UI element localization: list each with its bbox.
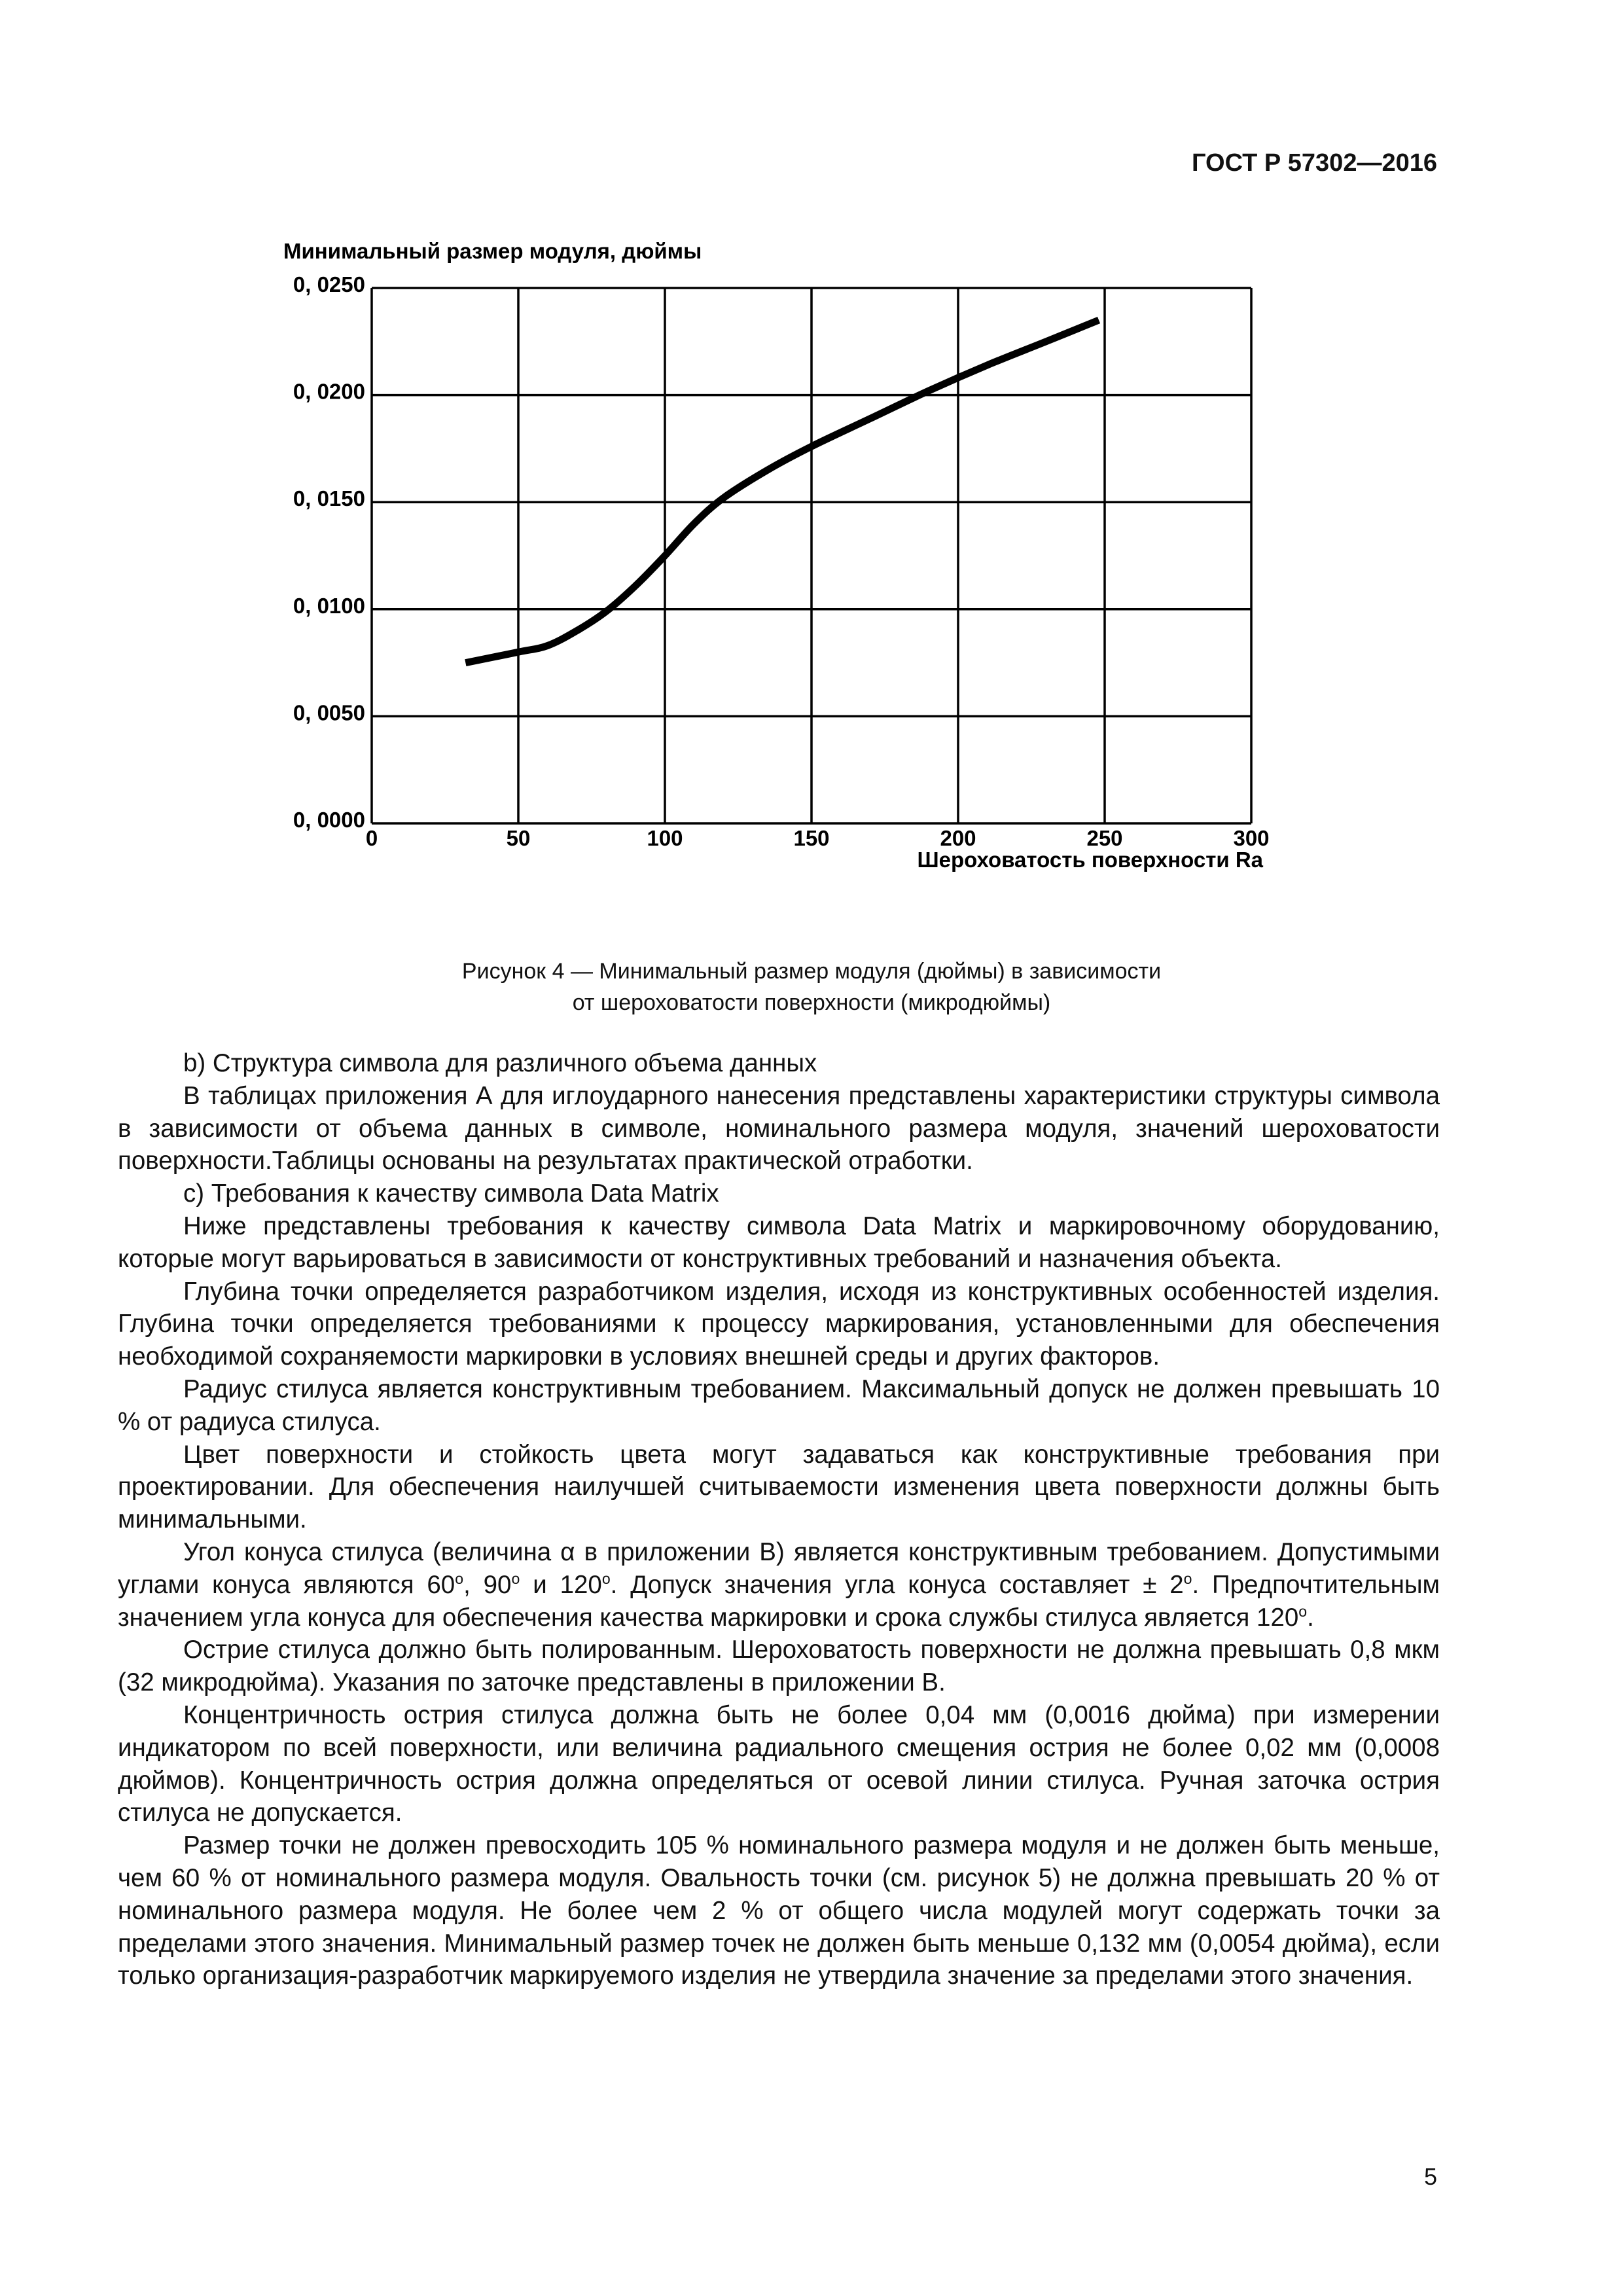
degree-sign: о — [1298, 1602, 1308, 1620]
paragraph: Радиус стилуса является конструктивным требованием. Максимальный допуск не должен превышать 10 % от радиуса стилуса. — [118, 1374, 1440, 1436]
paragraph: Глубина точки определяется разработчиком изделия, исходя из конструктивных особенностей изделия. Глубина точки определяется требованиями к процессу маркирования, установленными для обеспечения необходимой сохраняемости маркировки в условиях внешней среды и других факторов. — [118, 1277, 1440, 1371]
y-axis-label: Минимальный размер модуля, дюймы — [283, 239, 702, 263]
degree-sign: о — [455, 1570, 464, 1587]
paragraph: Размер точки не должен превосходить 105 % номинального размера модуля и не должен быть меньше, чем 60 % от номинального размера модуля. Овальность точки (см. рисунок 5) не должна превышать 20 % от номинального размера модуля. Не более чем 2 % от общего числа модулей могут содержать точки за пределами этого значения. Минимальный размер точек не должен быть меньше 0,132 мм (0,0054 дюйма), если только организация-разработчик маркируемого изделия не утвердила значение за пределами этого значения. — [118, 1831, 1440, 1990]
text-run: . — [1307, 1603, 1314, 1632]
paragraph: В таблицах приложения А для иглоударного нанесения представлены характеристики структуры символа в зависимости от объема данных в символе, номинального размера модуля, значений шероховатости поверхности.Таблицы основаны на результатах практической отработки. — [118, 1081, 1440, 1175]
chart-grid — [372, 288, 1251, 823]
x-tick-label: 150 — [793, 826, 830, 850]
figure-chart — [262, 236, 1283, 890]
chart-svg — [262, 236, 1283, 890]
y-tick-label: 0, 0100 — [293, 593, 365, 618]
caption-line-2: от шероховатости поверхности (микродюймы) — [572, 990, 1051, 1015]
x-tick-label: 50 — [506, 826, 531, 850]
caption-line-1: Рисунок 4 — Минимальный размер модуля (дюймы) в зависимости — [461, 959, 1162, 984]
degree-sign: о — [511, 1570, 520, 1587]
series-line — [465, 320, 1099, 663]
x-tick-label: 0 — [365, 826, 378, 850]
y-tick-label: 0, 0050 — [293, 700, 365, 725]
paragraph: Концентричность острия стилуса должна быть не более 0,04 мм (0,0016 дюйма) при измерении индикатором по всей поверхности, или величина радиального смещения острия не более 0,02 мм (0,0008 дюймов). Концентричность острия должна определяться от осевой линии стилуса. Ручная заточка острия стилуса не допускается. — [118, 1700, 1440, 1827]
text-run: Угол конуса стилуса (величина α в приложении В) является конструктивным требованием. Допустимыми углами конуса являются 60 — [118, 1537, 1440, 1599]
x-tick-label: 100 — [647, 826, 683, 850]
degree-sign: о — [1183, 1570, 1192, 1587]
paragraph: с) Требования к качеству символа Data Matrix — [183, 1179, 719, 1208]
figure-caption — [0, 956, 1623, 1018]
paragraph: Острие стилуса должно быть полированным. Шероховатость поверхности не должна превышать 0,8 мкм (32 микродюйма). Указания по заточке представлены в приложении В. — [118, 1636, 1440, 1697]
y-tick-label: 0, 0200 — [293, 379, 365, 404]
x-tick-label: 300 — [1233, 826, 1270, 850]
text-run: и 120 — [520, 1570, 602, 1599]
paragraph: b) Структура символа для различного объема данных — [183, 1049, 817, 1077]
x-tick-label: 250 — [1086, 826, 1123, 850]
text-run: . Предпочтительным значением угла конуса для обеспечения качества маркировки и срока службы стилуса является 120 — [118, 1570, 1440, 1632]
text-run: , 90 — [463, 1570, 512, 1599]
y-tick-labels — [293, 272, 365, 832]
paragraph: Цвет поверхности и стойкость цвета могут задаваться как конструктивные требования при проектировании. Для обеспечения наилучшей считываемости изменения цвета поверхности должны быть минимальными. — [118, 1440, 1440, 1534]
document-header: ГОСТ Р 57302—2016 — [1192, 149, 1437, 177]
paragraph-cone-angle — [118, 1536, 1440, 1634]
y-tick-label: 0, 0150 — [293, 486, 365, 511]
body-text — [118, 1047, 1440, 1992]
paragraph: Ниже представлены требования к качеству символа Data Matrix и маркировочному оборудованию, которые могут варьироваться в зависимости от конструктивных требований и назначения объекта. — [118, 1211, 1440, 1273]
y-tick-label: 0, 0000 — [293, 808, 365, 832]
text-run: . Допуск значения угла конуса составляет ± 2 — [610, 1570, 1184, 1599]
x-tick-labels — [366, 826, 1270, 850]
degree-sign: о — [601, 1570, 611, 1587]
y-tick-label: 0, 0250 — [293, 272, 365, 296]
x-axis-label: Шероховатость поверхности Ra — [917, 848, 1263, 872]
x-tick-label: 200 — [940, 826, 976, 850]
page-number: 5 — [1423, 2163, 1437, 2190]
